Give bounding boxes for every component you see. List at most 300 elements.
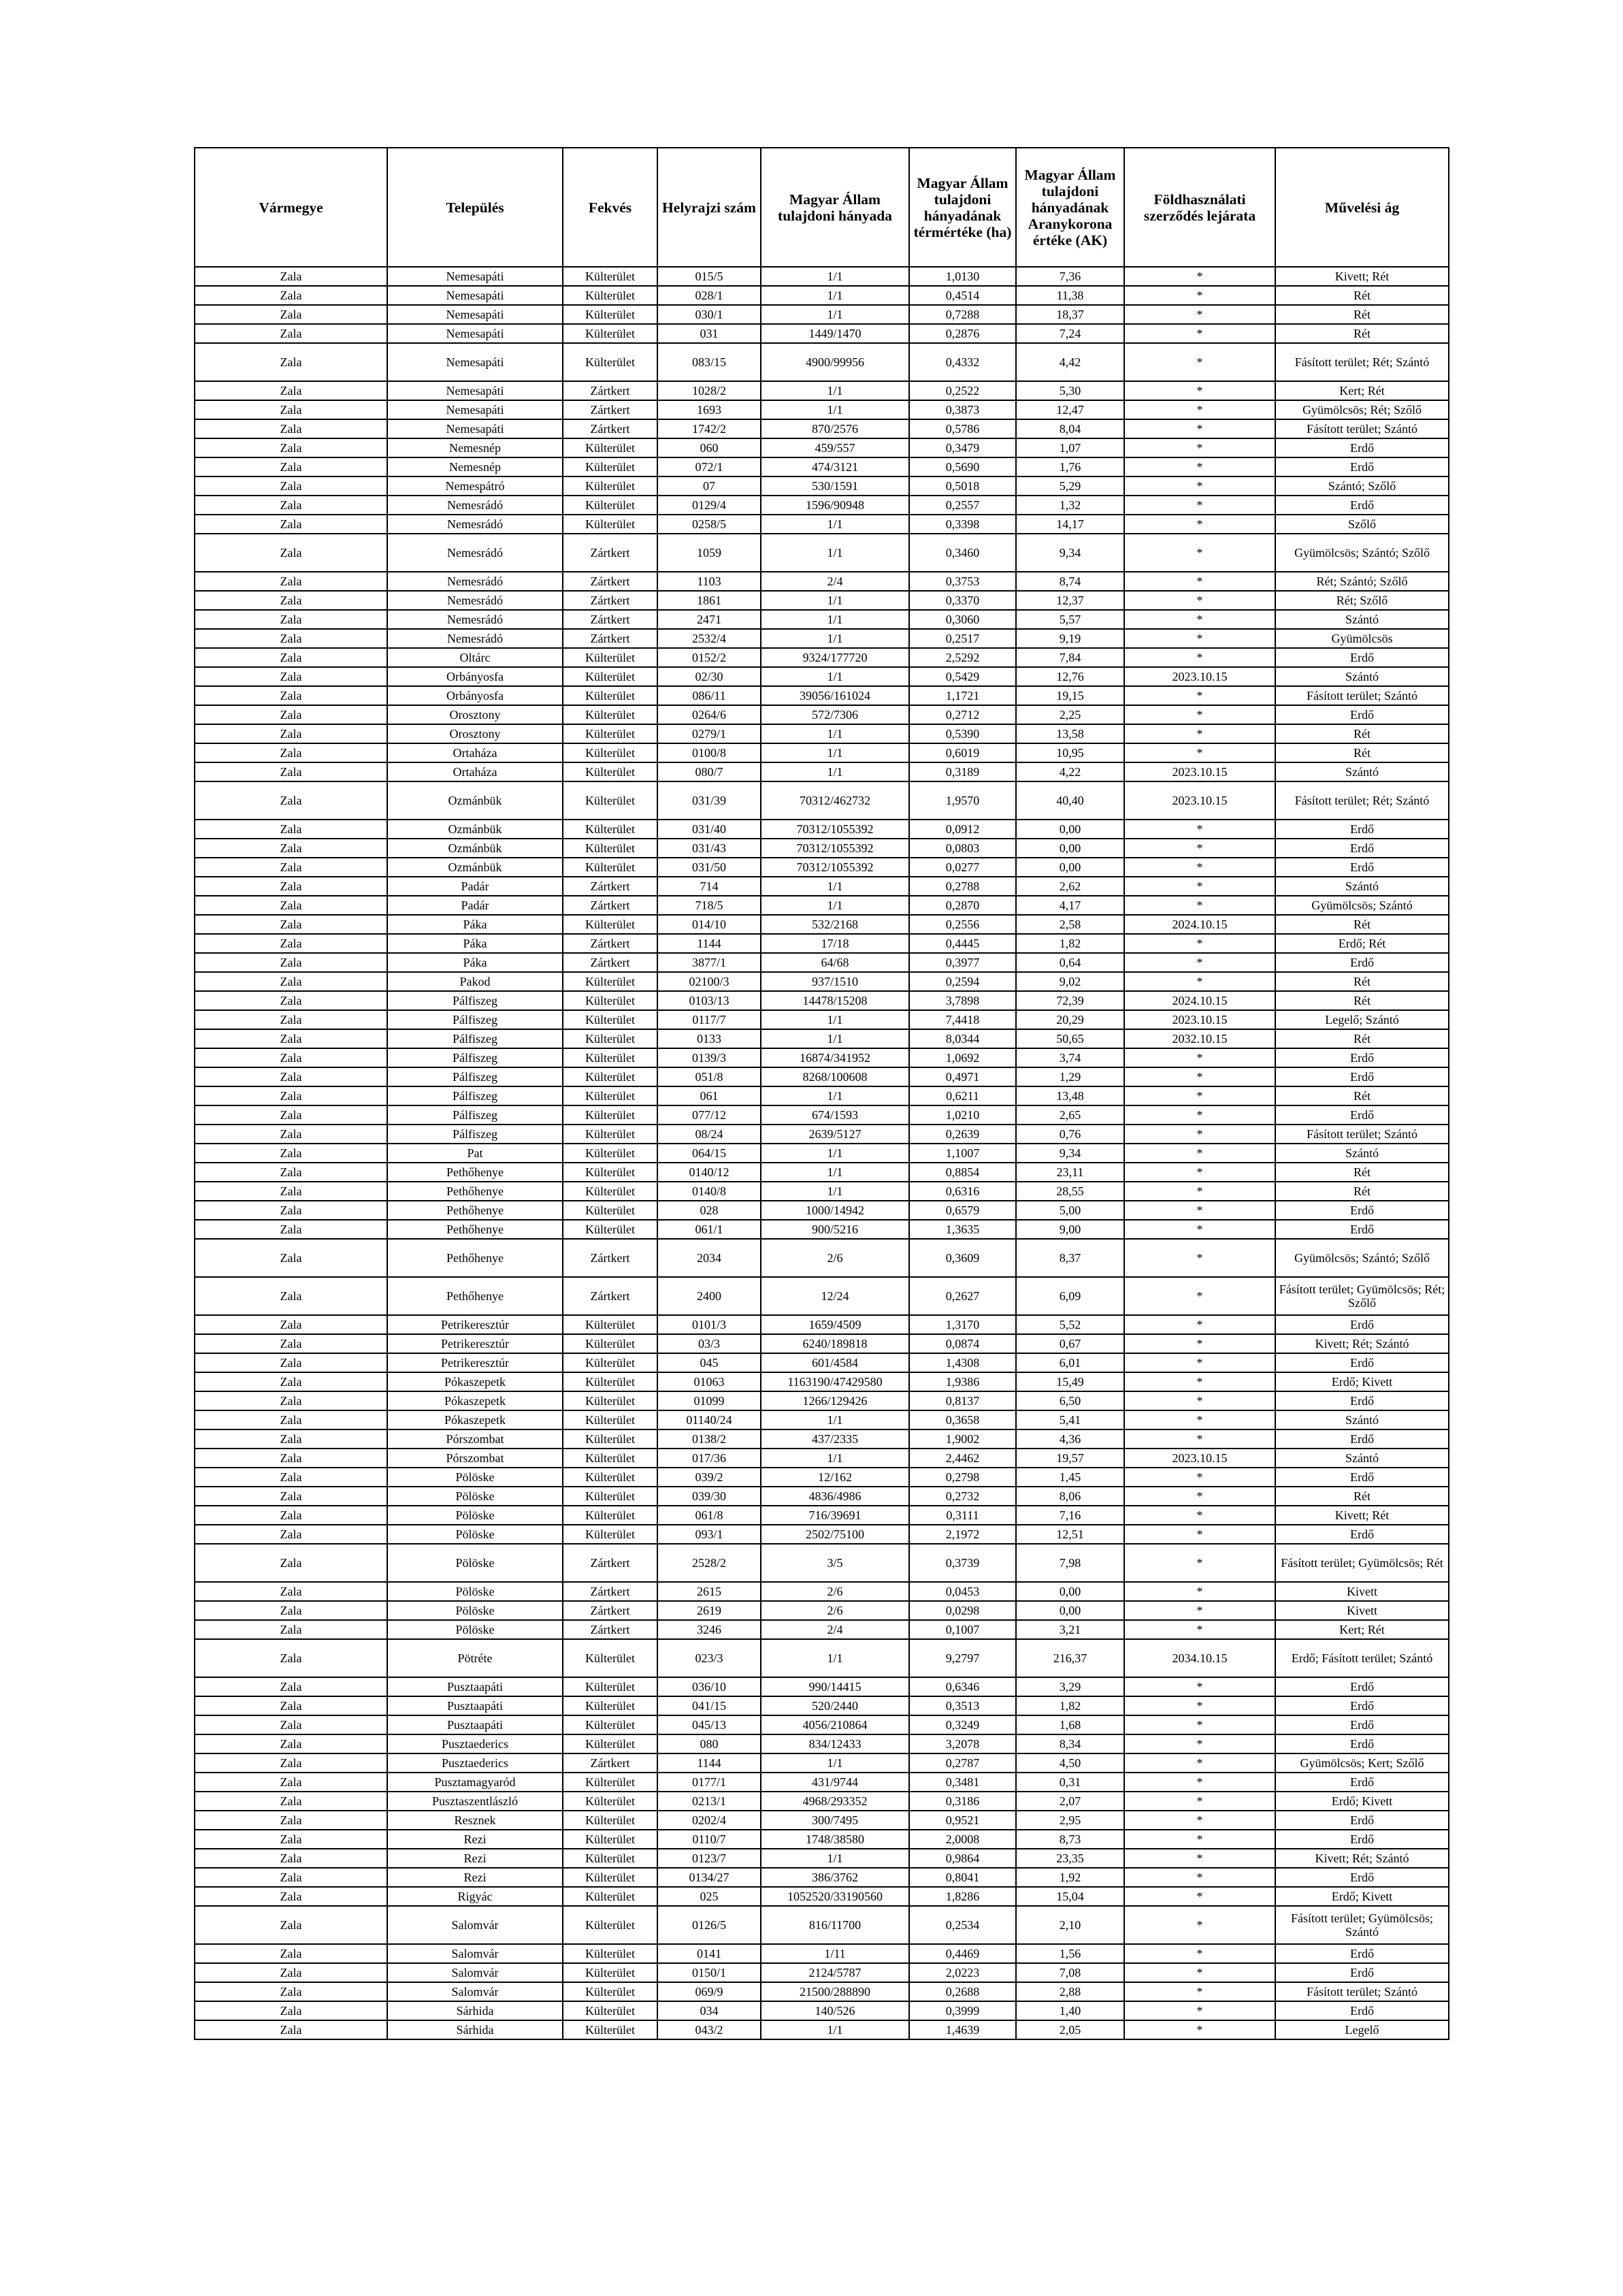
table-row [195,1410,1449,1429]
cell-varmegye: Zala [195,1029,387,1048]
cell-lejarat: * [1124,1468,1275,1487]
cell-lejarat: * [1124,1582,1275,1601]
cell-muvelesi-ag: Erdő [1275,457,1449,476]
cell-helyrajzi-szam: 0152/2 [657,648,761,667]
cell-fekves: Zártkert [563,877,657,896]
cell-termertek: 0,3739 [909,1544,1016,1582]
cell-muvelesi-ag: Gyümölcsös; Kert; Szőlő [1275,1753,1449,1773]
cell-lejarat: * [1124,1391,1275,1410]
cell-aranykorona: 6,01 [1016,1353,1124,1372]
cell-lejarat: * [1124,1677,1275,1696]
cell-aranykorona: 8,37 [1016,1239,1124,1277]
cell-termertek: 0,4332 [909,343,1016,381]
cell-fekves: Külterület [563,1773,657,1792]
cell-fekves: Külterület [563,1963,657,1982]
cell-varmegye: Zala [195,419,387,438]
cell-telepules: Pethőhenye [387,1277,563,1315]
cell-helyrajzi-szam: 080/7 [657,762,761,781]
cell-telepules: Pórszombat [387,1429,563,1449]
cell-fekves: Külterület [563,820,657,839]
cell-varmegye: Zala [195,1353,387,1372]
cell-helyrajzi-szam: 086/11 [657,686,761,705]
cell-varmegye: Zala [195,343,387,381]
cell-helyrajzi-szam: 072/1 [657,457,761,476]
cell-termertek: 0,3658 [909,1410,1016,1429]
table-row [195,724,1449,743]
cell-termertek: 0,3249 [909,1715,1016,1734]
cell-muvelesi-ag: Erdő [1275,953,1449,972]
table-row [195,1887,1449,1906]
cell-aranykorona: 20,29 [1016,1010,1124,1029]
cell-helyrajzi-szam: 0177/1 [657,1773,761,1792]
cell-lejarat: * [1124,1963,1275,1982]
cell-aranykorona: 1,32 [1016,496,1124,515]
cell-telepules: Pölöske [387,1468,563,1487]
cell-aranykorona: 19,57 [1016,1449,1124,1468]
cell-termertek: 0,9521 [909,1811,1016,1830]
cell-muvelesi-ag: Szántó [1275,1410,1449,1429]
cell-tulajdoni-hanyad: 70312/1055392 [761,858,909,877]
cell-termertek: 0,2534 [909,1906,1016,1944]
table-row [195,820,1449,839]
cell-telepules: Nemesapáti [387,419,563,438]
cell-muvelesi-ag: Erdő [1275,1830,1449,1849]
table-row [195,419,1449,438]
cell-aranykorona: 8,73 [1016,1830,1124,1849]
cell-aranykorona: 28,55 [1016,1182,1124,1201]
table-row [195,457,1449,476]
cell-lejarat: * [1124,629,1275,648]
cell-helyrajzi-szam: 01063 [657,1372,761,1391]
cell-lejarat: 2034.10.15 [1124,1639,1275,1677]
cell-tulajdoni-hanyad: 9324/177720 [761,648,909,667]
cell-lejarat: * [1124,896,1275,915]
cell-termertek: 0,3609 [909,1239,1016,1277]
cell-varmegye: Zala [195,1830,387,1849]
cell-muvelesi-ag: Fásított terület; Gyümölcsös; Rét [1275,1544,1449,1582]
table-row [195,858,1449,877]
table-row [195,1639,1449,1677]
cell-aranykorona: 1,92 [1016,1868,1124,1887]
table-row [195,1544,1449,1582]
cell-tulajdoni-hanyad: 990/14415 [761,1677,909,1696]
cell-helyrajzi-szam: 0103/13 [657,991,761,1010]
cell-varmegye: Zala [195,1868,387,1887]
cell-tulajdoni-hanyad: 474/3121 [761,457,909,476]
cell-helyrajzi-szam: 1059 [657,534,761,572]
cell-lejarat: * [1124,438,1275,457]
cell-varmegye: Zala [195,1372,387,1391]
cell-helyrajzi-szam: 3246 [657,1620,761,1639]
table-row [195,1506,1449,1525]
cell-muvelesi-ag: Erdő; Kivett [1275,1887,1449,1906]
table-row [195,953,1449,972]
table-row [195,1525,1449,1544]
cell-muvelesi-ag: Rét [1275,1163,1449,1182]
cell-varmegye: Zala [195,1525,387,1544]
cell-tulajdoni-hanyad: 1/1 [761,1029,909,1048]
cell-telepules: Nemespátró [387,476,563,496]
cell-helyrajzi-szam: 017/36 [657,1449,761,1468]
cell-helyrajzi-szam: 060 [657,438,761,457]
cell-varmegye: Zala [195,1105,387,1125]
cell-telepules: Nemesrádó [387,496,563,515]
cell-varmegye: Zala [195,267,387,286]
cell-telepules: Nemesnép [387,457,563,476]
cell-lejarat: * [1124,743,1275,762]
cell-tulajdoni-hanyad: 437/2335 [761,1429,909,1449]
cell-muvelesi-ag: Erdő [1275,1391,1449,1410]
cell-helyrajzi-szam: 083/15 [657,343,761,381]
cell-helyrajzi-szam: 045 [657,1353,761,1372]
table-row [195,476,1449,496]
table-row [195,1163,1449,1182]
cell-fekves: Külterület [563,991,657,1010]
cell-telepules: Pálfiszeg [387,1086,563,1105]
cell-termertek: 0,2556 [909,915,1016,934]
cell-tulajdoni-hanyad: 4056/210864 [761,1715,909,1734]
cell-helyrajzi-szam: 2400 [657,1277,761,1315]
cell-muvelesi-ag: Rét; Szántó; Szőlő [1275,572,1449,591]
cell-aranykorona: 1,76 [1016,457,1124,476]
table-row [195,1944,1449,1963]
cell-aranykorona: 0,00 [1016,820,1124,839]
cell-fekves: Zártkert [563,610,657,629]
cell-telepules: Nemesrádó [387,591,563,610]
cell-telepules: Pálfiszeg [387,1125,563,1144]
cell-muvelesi-ag: Kivett; Rét [1275,1506,1449,1525]
cell-lejarat: * [1124,877,1275,896]
table-row [195,1067,1449,1086]
cell-telepules: Rezi [387,1830,563,1849]
cell-termertek: 0,0912 [909,820,1016,839]
cell-varmegye: Zala [195,1639,387,1677]
cell-aranykorona: 1,82 [1016,1696,1124,1715]
cell-varmegye: Zala [195,1010,387,1029]
cell-telepules: Pókaszepetk [387,1410,563,1429]
cell-fekves: Zártkert [563,591,657,610]
cell-helyrajzi-szam: 015/5 [657,267,761,286]
cell-fekves: Külterület [563,1201,657,1220]
table-row [195,1849,1449,1868]
table-row [195,915,1449,934]
cell-fekves: Külterület [563,1506,657,1525]
cell-varmegye: Zala [195,877,387,896]
cell-lejarat: * [1124,1201,1275,1220]
cell-termertek: 0,7288 [909,305,1016,324]
cell-varmegye: Zala [195,1144,387,1163]
header-varmegye: Vármegye [195,148,387,267]
table-row [195,762,1449,781]
cell-muvelesi-ag: Gyümölcsös; Szántó; Szőlő [1275,534,1449,572]
table-row [195,1201,1449,1220]
cell-termertek: 0,2594 [909,972,1016,991]
cell-muvelesi-ag: Rét [1275,743,1449,762]
cell-fekves: Zártkert [563,1601,657,1620]
cell-aranykorona: 2,65 [1016,1105,1124,1125]
cell-aranykorona: 7,16 [1016,1506,1124,1525]
cell-aranykorona: 23,11 [1016,1163,1124,1182]
table-row [195,1429,1449,1449]
cell-tulajdoni-hanyad: 4968/293352 [761,1792,909,1811]
cell-telepules: Pálfiszeg [387,1105,563,1125]
cell-tulajdoni-hanyad: 1/1 [761,1163,909,1182]
cell-aranykorona: 4,22 [1016,762,1124,781]
cell-varmegye: Zala [195,1239,387,1277]
cell-fekves: Külterület [563,972,657,991]
cell-fekves: Külterület [563,1639,657,1677]
cell-fekves: Külterület [563,1868,657,1887]
table-row [195,1868,1449,1887]
cell-helyrajzi-szam: 07 [657,476,761,496]
table-row [195,1715,1449,1734]
cell-tulajdoni-hanyad: 12/24 [761,1277,909,1315]
cell-termertek: 1,0210 [909,1105,1016,1125]
cell-fekves: Külterület [563,1125,657,1144]
cell-varmegye: Zala [195,610,387,629]
cell-varmegye: Zala [195,1887,387,1906]
cell-helyrajzi-szam: 1144 [657,934,761,953]
cell-lejarat: 2024.10.15 [1124,991,1275,1010]
cell-telepules: Pórszombat [387,1449,563,1468]
cell-varmegye: Zala [195,705,387,724]
cell-aranykorona: 2,95 [1016,1811,1124,1830]
cell-telepules: Pusztamagyaród [387,1773,563,1792]
cell-tulajdoni-hanyad: 1/1 [761,1410,909,1429]
cell-aranykorona: 5,29 [1016,476,1124,496]
table-row [195,934,1449,953]
cell-lejarat: * [1124,1792,1275,1811]
header-muvelesi-ag: Művelési ág [1275,148,1449,267]
cell-varmegye: Zala [195,724,387,743]
cell-muvelesi-ag: Erdő [1275,839,1449,858]
cell-lejarat: * [1124,534,1275,572]
cell-lejarat: 2023.10.15 [1124,781,1275,820]
cell-fekves: Külterület [563,1144,657,1163]
cell-aranykorona: 2,05 [1016,2020,1124,2039]
table-row [195,267,1449,286]
cell-muvelesi-ag: Szántó [1275,667,1449,686]
table-row [195,1773,1449,1792]
cell-telepules: Pölöske [387,1544,563,1582]
cell-tulajdoni-hanyad: 2/4 [761,1620,909,1639]
cell-tulajdoni-hanyad: 1/1 [761,877,909,896]
cell-varmegye: Zala [195,572,387,591]
cell-varmegye: Zala [195,1620,387,1639]
cell-muvelesi-ag: Legelő [1275,2020,1449,2039]
table-row [195,1315,1449,1334]
cell-varmegye: Zala [195,991,387,1010]
cell-varmegye: Zala [195,286,387,305]
cell-muvelesi-ag: Gyümölcsös; Szántó [1275,896,1449,915]
cell-varmegye: Zala [195,534,387,572]
cell-varmegye: Zala [195,2001,387,2020]
cell-tulajdoni-hanyad: 4836/4986 [761,1487,909,1506]
cell-muvelesi-ag: Erdő [1275,705,1449,724]
cell-termertek: 7,4418 [909,1010,1016,1029]
cell-helyrajzi-szam: 0141 [657,1944,761,1963]
cell-tulajdoni-hanyad: 14478/15208 [761,991,909,1010]
cell-tulajdoni-hanyad: 2502/75100 [761,1525,909,1544]
cell-telepules: Sárhida [387,2001,563,2020]
cell-lejarat: * [1124,457,1275,476]
cell-telepules: Nemesnép [387,438,563,457]
cell-tulajdoni-hanyad: 1266/129426 [761,1391,909,1410]
cell-aranykorona: 9,34 [1016,534,1124,572]
cell-aranykorona: 23,35 [1016,1849,1124,1868]
table-row [195,1086,1449,1105]
cell-telepules: Nemesapáti [387,324,563,343]
cell-telepules: Ozmánbük [387,820,563,839]
cell-telepules: Nemesapáti [387,343,563,381]
cell-tulajdoni-hanyad: 816/11700 [761,1906,909,1944]
cell-helyrajzi-szam: 3877/1 [657,953,761,972]
cell-aranykorona: 0,64 [1016,953,1124,972]
cell-aranykorona: 8,04 [1016,419,1124,438]
cell-varmegye: Zala [195,686,387,705]
cell-fekves: Külterület [563,1906,657,1944]
cell-aranykorona: 6,50 [1016,1391,1124,1410]
cell-termertek: 0,2870 [909,896,1016,915]
cell-varmegye: Zala [195,1582,387,1601]
table-row [195,610,1449,629]
cell-fekves: Külterület [563,305,657,324]
cell-fekves: Külterület [563,1029,657,1048]
cell-tulajdoni-hanyad: 2124/5787 [761,1963,909,1982]
cell-fekves: Külterület [563,781,657,820]
cell-varmegye: Zala [195,858,387,877]
cell-muvelesi-ag: Szántó; Szőlő [1275,476,1449,496]
cell-aranykorona: 0,67 [1016,1334,1124,1353]
cell-tulajdoni-hanyad: 70312/1055392 [761,820,909,839]
cell-varmegye: Zala [195,839,387,858]
cell-muvelesi-ag: Erdő [1275,1105,1449,1125]
cell-tulajdoni-hanyad: 1/1 [761,591,909,610]
cell-muvelesi-ag: Erdő [1275,820,1449,839]
cell-muvelesi-ag: Erdő [1275,1468,1449,1487]
cell-telepules: Resznek [387,1811,563,1830]
cell-helyrajzi-szam: 031/39 [657,781,761,820]
cell-telepules: Pálfiszeg [387,1029,563,1048]
cell-aranykorona: 10,95 [1016,743,1124,762]
cell-lejarat: * [1124,953,1275,972]
cell-telepules: Nemesrádó [387,515,563,534]
cell-helyrajzi-szam: 061/8 [657,1506,761,1525]
cell-fekves: Külterület [563,267,657,286]
cell-tulajdoni-hanyad: 6240/189818 [761,1334,909,1353]
cell-tulajdoni-hanyad: 1/1 [761,629,909,648]
cell-telepules: Ortaháza [387,762,563,781]
cell-muvelesi-ag: Erdő [1275,1067,1449,1086]
cell-varmegye: Zala [195,1449,387,1468]
cell-tulajdoni-hanyad: 300/7495 [761,1811,909,1830]
cell-tulajdoni-hanyad: 870/2576 [761,419,909,438]
cell-aranykorona: 40,40 [1016,781,1124,820]
cell-tulajdoni-hanyad: 1/1 [761,762,909,781]
cell-muvelesi-ag: Gyümölcsös; Rét; Szőlő [1275,400,1449,419]
cell-fekves: Külterület [563,762,657,781]
table-row [195,572,1449,591]
cell-lejarat: * [1124,1353,1275,1372]
cell-varmegye: Zala [195,476,387,496]
cell-aranykorona: 4,17 [1016,896,1124,915]
cell-termertek: 0,3189 [909,762,1016,781]
cell-aranykorona: 1,56 [1016,1944,1124,1963]
cell-varmegye: Zala [195,381,387,400]
cell-muvelesi-ag: Szántó [1275,610,1449,629]
cell-termertek: 0,0277 [909,858,1016,877]
cell-varmegye: Zala [195,1487,387,1506]
cell-aranykorona: 1,45 [1016,1468,1124,1487]
header-aranykorona: Magyar Állam tulajdoni hányadának Aranykorona értéke (AK) [1016,148,1124,267]
cell-muvelesi-ag: Erdő [1275,1734,1449,1753]
cell-lejarat: * [1124,591,1275,610]
cell-helyrajzi-szam: 08/24 [657,1125,761,1144]
cell-lejarat: * [1124,1429,1275,1449]
cell-muvelesi-ag: Kert; Rét [1275,1620,1449,1639]
cell-termertek: 0,2557 [909,496,1016,515]
table-row [195,1220,1449,1239]
cell-termertek: 0,2639 [909,1125,1016,1144]
cell-aranykorona: 5,30 [1016,381,1124,400]
cell-termertek: 0,3460 [909,534,1016,572]
cell-varmegye: Zala [195,743,387,762]
cell-varmegye: Zala [195,591,387,610]
cell-telepules: Ozmánbük [387,858,563,877]
cell-aranykorona: 14,17 [1016,515,1124,534]
cell-aranykorona: 3,21 [1016,1620,1124,1639]
cell-muvelesi-ag: Erdő; Fásított terület; Szántó [1275,1639,1449,1677]
cell-aranykorona: 15,04 [1016,1887,1124,1906]
cell-aranykorona: 2,62 [1016,877,1124,896]
cell-tulajdoni-hanyad: 459/557 [761,438,909,457]
cell-helyrajzi-szam: 0140/12 [657,1163,761,1182]
cell-telepules: Pusztaapáti [387,1677,563,1696]
cell-aranykorona: 12,47 [1016,400,1124,419]
cell-fekves: Külterület [563,1734,657,1753]
cell-fekves: Zártkert [563,534,657,572]
land-parcel-table [194,147,1449,2040]
cell-telepules: Páka [387,953,563,972]
cell-muvelesi-ag: Erdő [1275,1715,1449,1734]
cell-fekves: Külterület [563,324,657,343]
cell-helyrajzi-szam: 03/3 [657,1334,761,1353]
cell-fekves: Külterület [563,743,657,762]
cell-lejarat: * [1124,972,1275,991]
cell-muvelesi-ag: Kivett [1275,1601,1449,1620]
cell-termertek: 0,8854 [909,1163,1016,1182]
cell-lejarat: * [1124,1163,1275,1182]
cell-varmegye: Zala [195,1734,387,1753]
cell-lejarat: 2023.10.15 [1124,762,1275,781]
cell-helyrajzi-szam: 02100/3 [657,972,761,991]
cell-muvelesi-ag: Erdő [1275,438,1449,457]
cell-termertek: 0,1007 [909,1620,1016,1639]
cell-muvelesi-ag: Erdő [1275,1429,1449,1449]
cell-helyrajzi-szam: 0110/7 [657,1830,761,1849]
cell-fekves: Külterület [563,648,657,667]
table-row [195,1144,1449,1163]
cell-lejarat: * [1124,1334,1275,1353]
cell-helyrajzi-szam: 0133 [657,1029,761,1048]
cell-muvelesi-ag: Rét [1275,1029,1449,1048]
cell-muvelesi-ag: Rét [1275,1487,1449,1506]
cell-termertek: 0,5690 [909,457,1016,476]
table-row [195,2001,1449,2020]
cell-fekves: Külterület [563,1372,657,1391]
cell-fekves: Külterület [563,1487,657,1506]
cell-termertek: 0,3186 [909,1792,1016,1811]
